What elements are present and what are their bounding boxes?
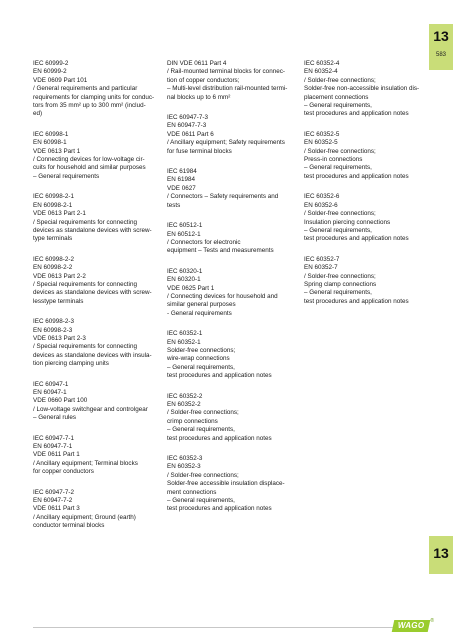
standard-text-line: nal blocks up to 6 mm² — [167, 93, 231, 101]
footer-divider — [33, 627, 419, 628]
standard-text-line: / Special requirements for connecting — [33, 280, 137, 288]
standard-entry — [167, 268, 293, 318]
standard-text-line: / Connecting devices for low-voltage cir- — [33, 156, 145, 164]
standard-entry — [167, 114, 293, 156]
standard-entry — [33, 435, 159, 477]
standard-text-line: EN 60947-7-3 — [167, 122, 207, 130]
standard-text-line: equipment – Tests and measurements — [167, 247, 274, 255]
standard-text-line: / Low-voltage switchgear and controlgear — [33, 405, 148, 413]
standard-code: IEC 60512-1 — [167, 222, 203, 230]
standard-text-line: EN 60352-3 — [167, 463, 201, 471]
standard-code: IEC 60947-7-3 — [167, 114, 208, 122]
standard-entry — [33, 489, 159, 531]
standard-text-line: – General requirements, — [167, 426, 235, 434]
standard-text-line: cuits for household and similar purposes — [33, 164, 146, 172]
standard-text-line: VDE 0660 Part 100 — [33, 397, 88, 405]
standard-code: IEC 61984 — [167, 168, 197, 176]
standard-text-line: / Solder-free connections; — [167, 409, 239, 417]
standard-code: IEC 60352-4 — [304, 60, 340, 67]
standard-text-line: test procedures and application notes — [167, 505, 272, 513]
standard-entry — [167, 393, 293, 443]
standard-text-line: EN 60998-2-2 — [33, 264, 73, 272]
standard-code: DIN VDE 0611 Part 4 — [167, 60, 227, 67]
standard-text-line: devices as standalone devices with screw- — [33, 289, 152, 297]
standard-text-line: VDE 0613 Part 2-3 — [33, 334, 86, 342]
standard-text-line: for copper conductors — [33, 468, 94, 476]
standard-text-line: EN 60998-2-3 — [33, 326, 73, 334]
standard-text-line: EN 60947-1 — [33, 389, 67, 396]
standard-text-line: tion of copper conductors; — [167, 76, 240, 84]
standard-text-line: test procedures and application notes — [304, 297, 409, 305]
standard-text-line: – General requirements, — [304, 164, 372, 172]
standard-code: IEC 60352-6 — [304, 193, 340, 201]
standard-text-line: / Connecting devices for household and — [167, 292, 278, 300]
standard-text-line: ment connections — [167, 488, 217, 496]
standard-text-line: tors from 35 mm² up to 300 mm² (includ- — [33, 102, 146, 110]
registered-mark-icon: ® — [430, 618, 434, 624]
standard-text-line: / Solder-free connections; — [304, 210, 376, 218]
standard-text-line: Solder-free non-accessible insulation dis- — [304, 85, 420, 93]
standard-text-line: Solder-free connections; — [167, 346, 236, 354]
standard-text-line: VDE 0609 Part 101 — [33, 76, 88, 84]
standard-entry — [167, 60, 293, 102]
standard-entry — [304, 60, 430, 119]
standard-text-line: – General requirements — [33, 172, 100, 180]
standard-code: IEC 60998-2-1 — [33, 193, 74, 201]
standard-entry — [167, 455, 293, 514]
standard-text-line: EN 60352-2 — [167, 401, 201, 408]
standard-text-line: EN 60352-6 — [304, 201, 338, 209]
standard-code: IEC 60352-3 — [167, 455, 203, 463]
standard-text-line: / Ancillary equipment; Ground (earth) — [33, 513, 136, 521]
standard-text-line: conductor terminal blocks — [33, 522, 105, 530]
standard-text-line: VDE 0613 Part 1 — [33, 147, 81, 155]
standard-text-line: - General requirements — [167, 309, 232, 317]
standard-text-line: / Connectors – Safety requirements and — [167, 193, 279, 201]
standard-text-line: / Solder-free connections; — [304, 76, 376, 84]
standard-text-line: VDE 0611 Part 3 — [33, 505, 80, 513]
standard-entry — [167, 168, 293, 210]
standard-code: IEC 60999-2 — [33, 60, 69, 67]
standard-text-line: wire-wrap connections — [167, 355, 230, 363]
standard-text-line: placement connections — [304, 93, 369, 101]
standard-text-line: – General requirements, — [304, 102, 372, 110]
standard-code: IEC 60947-1 — [33, 380, 69, 388]
standard-text-line: EN 60512-1 — [167, 230, 201, 238]
chapter-tab-bottom — [429, 536, 453, 574]
standard-text-line: – General requirements, — [167, 497, 235, 505]
standard-text-line: / General requirements and particular — [33, 85, 138, 93]
standard-text-line: test procedures and application notes — [167, 372, 272, 380]
standard-text-line: – General requirements, — [304, 226, 372, 234]
standard-text-line: / Solder-free connections; — [304, 147, 376, 155]
standards-column-2 — [167, 60, 293, 526]
chapter-number-bottom: 13 — [433, 545, 449, 561]
wago-logo — [392, 620, 431, 632]
standard-text-line: EN 60947-7-2 — [33, 497, 73, 505]
standard-text-line: EN 61984 — [167, 176, 196, 184]
standard-text-line: – General rules — [33, 414, 77, 422]
standard-text-line: VDE 0613 Part 2-2 — [33, 272, 86, 280]
standard-text-line: / Ancillary equipment; Terminal blocks — [33, 459, 138, 467]
standard-text-line: EN 60998-1 — [33, 139, 67, 147]
standard-text-line: tests — [167, 201, 181, 209]
standard-entry — [33, 60, 159, 119]
standard-text-line: EN 60352-5 — [304, 139, 338, 147]
standard-text-line: requirements for clamping units for conduc- — [33, 93, 155, 101]
standard-code: IEC 60352-2 — [167, 392, 203, 400]
standard-entry — [33, 193, 159, 243]
standard-text-line: / Solder-free connections; — [167, 471, 239, 479]
standard-text-line: Spring clamp connections — [304, 280, 377, 288]
standard-text-line: VDE 0611 Part 6 — [167, 130, 214, 138]
standard-text-line: / Special requirements for connecting — [33, 343, 137, 351]
standard-text-line: crimp connections — [167, 417, 218, 425]
standard-code: IEC 60320-1 — [167, 267, 203, 275]
standard-code: IEC 60998-2-2 — [33, 255, 74, 263]
standard-text-line: type terminals — [33, 235, 73, 243]
standard-entry — [33, 256, 159, 306]
standard-text-line: VDE 0627 — [167, 184, 196, 192]
standard-text-line: / Connectors for electronic — [167, 238, 241, 246]
standard-code: IEC 60998-2-3 — [33, 318, 74, 326]
standard-code: IEC 60998-1 — [33, 130, 69, 138]
standard-text-line: test procedures and application notes — [304, 110, 409, 118]
standard-text-line: / Ancillary equipment; Safety requirements — [167, 139, 285, 147]
standard-text-line: for fuse terminal blocks — [167, 147, 232, 155]
standards-column-1 — [33, 60, 159, 543]
standard-text-line: similar general purposes — [167, 301, 236, 309]
standard-text-line: Press-in connections — [304, 156, 363, 164]
standard-text-line: / Special requirements for connecting — [33, 218, 137, 226]
standards-column-3 — [304, 60, 430, 318]
standard-text-line: EN 60352-4 — [304, 68, 338, 76]
standard-text-line: tion piercing clamping units — [33, 360, 109, 368]
standard-entry — [304, 131, 430, 181]
standard-text-line: test procedures and application notes — [304, 172, 409, 180]
standard-text-line: EN 60998-2-1 — [33, 201, 73, 209]
standard-text-line: EN 60999-2 — [33, 68, 67, 76]
standard-text-line: VDE 0613 Part 2-1 — [33, 210, 86, 218]
standard-code: IEC 60352-7 — [304, 255, 340, 263]
standard-text-line: VDE 0611 Part 1 — [33, 451, 80, 459]
standard-entry — [304, 256, 430, 306]
standard-text-line: EN 60352-1 — [167, 338, 201, 346]
standard-text-line: test procedures and application notes — [304, 235, 409, 243]
standard-text-line: EN 60320-1 — [167, 276, 201, 284]
standard-text-line: VDE 0625 Part 1 — [167, 284, 215, 292]
page-number: 583 — [435, 52, 446, 58]
standard-entry — [33, 131, 159, 181]
standard-text-line: devices as standalone devices with screw- — [33, 226, 152, 234]
standard-code: IEC 60352-5 — [304, 130, 340, 138]
chapter-number: 13 — [433, 28, 449, 44]
standard-text-line: ed) — [33, 110, 43, 118]
standard-text-line: EN 60352-7 — [304, 264, 338, 272]
standard-code: IEC 60352-1 — [167, 330, 203, 338]
standard-text-line: Insulation piercing connections — [304, 218, 391, 226]
standard-text-line: – General requirements, — [304, 289, 372, 297]
standard-entry — [167, 222, 293, 256]
standard-text-line: Solder-free accessible insulation displace- — [167, 480, 285, 488]
logo-text: WAGO — [397, 621, 425, 630]
standard-text-line: – General requirements, — [167, 363, 235, 371]
standard-entry — [33, 381, 159, 423]
standard-entry — [167, 330, 293, 380]
standard-text-line: / Solder-free connections; — [304, 272, 376, 280]
standard-text-line: – Multi-level distribution rail-mounted termi- — [167, 85, 288, 93]
standard-code: IEC 60947-7-2 — [33, 488, 74, 496]
standard-text-line: lesstype terminals — [33, 297, 84, 305]
standard-text-line: EN 60947-7-1 — [33, 443, 73, 451]
standard-text-line: / Rail-mounted terminal blocks for connec- — [167, 68, 285, 76]
chapter-tab — [429, 24, 453, 70]
standard-entry — [33, 318, 159, 368]
standard-code: IEC 60947-7-1 — [33, 434, 74, 442]
standard-entry — [304, 193, 430, 243]
standard-text-line: test procedures and application notes — [167, 434, 272, 442]
standard-text-line: devices as standalone devices with insula- — [33, 351, 152, 359]
